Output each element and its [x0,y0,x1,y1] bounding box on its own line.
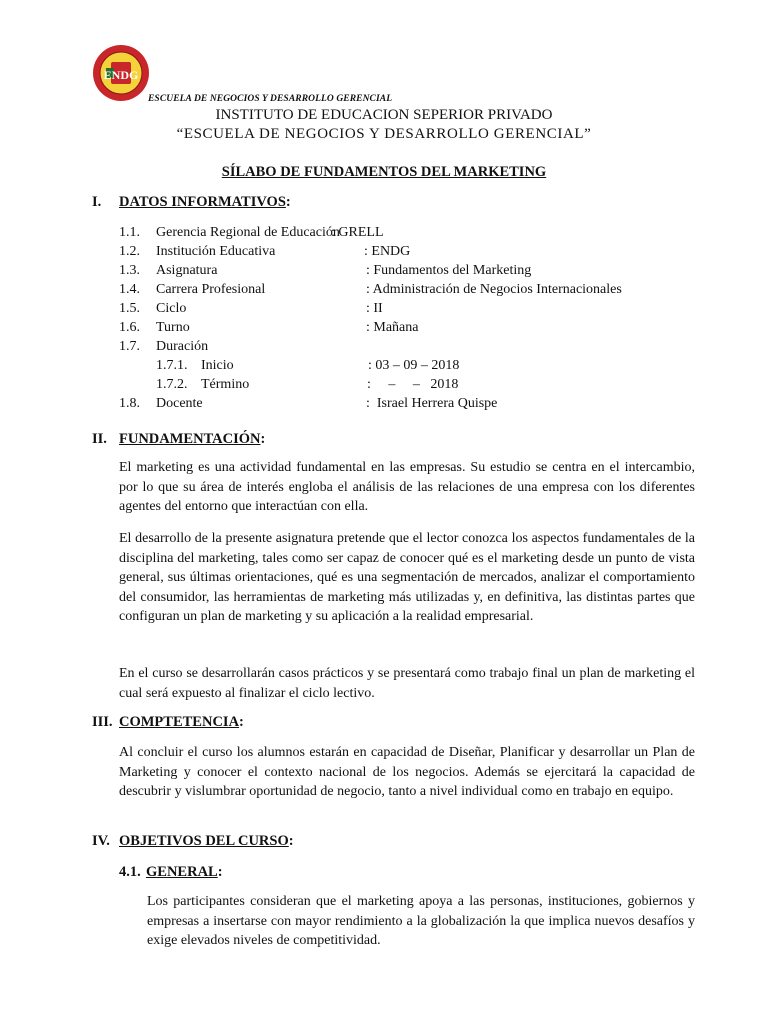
list-item: 1.7. Duración [119,339,209,354]
list-item: 1.2. Institución Educativa : ENDG [119,244,411,259]
list-item: 1.7.2. Término : – – 2018 [156,377,459,392]
paragraph: Los participantes consideran que el marketing apoya a las personas, instituciones, gobiernos y empresas a insertarse con mayor rendimiento a la globalización la que implica nuevos desafíos y exige elevados niveles de competitividad. [147,894,695,948]
section-heading-competencia: III. COMPTETENCIA: [92,714,244,730]
section-heading-fundamentacion: II. FUNDAMENTACIÓN: [92,431,266,447]
section-heading-datos: I. DATOS INFORMATIVOS: [92,194,291,210]
school-logo [92,44,150,102]
section-title: OBJETIVOS DEL CURSO [119,833,289,849]
subsection-heading-general: 4.1. GENERAL: [119,864,223,880]
logo-caption: ESCUELA DE NEGOCIOS Y DESARROLLO GERENCIAL [148,94,393,104]
paragraph: En el curso se desarrollarán casos prácticos y se presentará como trabajo final un plan de marketing el cual será expuesto al finalizar el ciclo lectivo. [119,666,695,701]
section-title: COMPTETENCIA [119,714,240,730]
list-item: 1.7.1. Inicio : 03 – 09 – 2018 [156,358,460,373]
paragraph: Al concluir el curso los alumnos estarán en capacidad de Diseñar, Planificar y desarrollar un Plan de Marketing y conocer el contexto nacional de los negocios. Además se ejercitará la capacidad de descubrir y vislumbrar oportunidad de negocio, tanto a nivel individual como en trabajo en equipo. [119,745,695,799]
institute-name: INSTITUTO DE EDUCACION SEPERIOR PRIVADO [215,107,553,123]
logo-letters: ENDG [103,68,139,82]
list-item: 1.1. Gerencia Regional de Educación : GRELL [119,225,384,240]
document-title: SÍLABO DE FUNDAMENTOS DEL MARKETING [221,164,547,180]
section-number: I. [92,194,102,210]
list-item: 1.8. Docente : Israel Herrera Quispe [119,396,498,411]
datos-list [119,225,719,415]
section-title: FUNDAMENTACIÓN [119,431,261,447]
paragraph: El desarrollo de la presente asignatura pretende que el lector conozca los aspectos fundamentales de la disciplina del marketing, tales como ser capaz de conocer qué es el marketing desde un punto de vista general, sus últimas orientaciones, qué es una segmentación de mercados, analizar el comportamiento del consumidor, las herramientas de marketing más utilizadas y, en definitiva, las distintas partes que configuran un plan de marketing y su aplicación a la realidad empresarial. [119,531,695,624]
list-item: 1.6. Turno : Mañana [119,320,419,335]
list-item: 1.3. Asignatura : Fundamentos del Marketing [119,263,532,278]
school-name: “ESCUELA DE NEGOCIOS Y DESARROLLO GERENCIAL” [176,126,592,142]
subsection-title: GENERAL [146,864,218,880]
section-title: DATOS INFORMATIVOS [119,194,286,210]
list-item: 1.4. Carrera Profesional : Administración de Negocios Internacionales [119,282,622,297]
section-heading-objetivos: IV. OBJETIVOS DEL CURSO: [92,833,294,849]
paragraph: El marketing es una actividad fundamental en las empresas. Su estudio se centra en el intercambio, por lo que su área de interés engloba el análisis de las relaciones de una empresa con los diferentes agentes del entorno que interactúan con ella. [119,460,695,514]
list-item: 1.5. Ciclo : II [119,301,383,316]
